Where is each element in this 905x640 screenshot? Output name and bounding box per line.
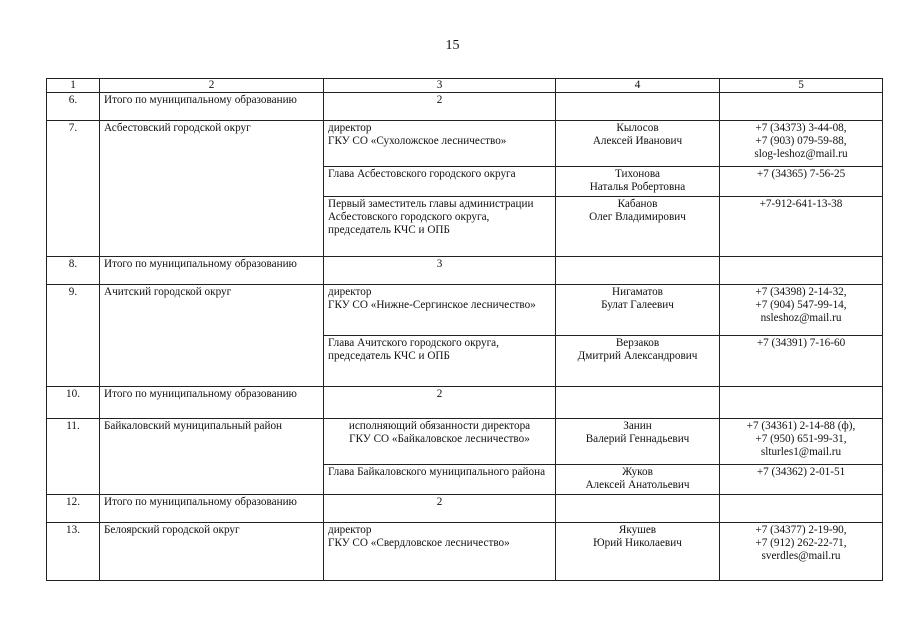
territory-cell: Итого по муниципальному образованию xyxy=(100,257,324,285)
table-row xyxy=(47,523,883,581)
contacts-table xyxy=(46,78,883,581)
table-header-row xyxy=(47,79,883,93)
header-col-2: 2 xyxy=(100,79,324,93)
row-number-cell: 10. xyxy=(47,387,100,419)
position-cell: директор ГКУ СО «Сухоложское лесничество» xyxy=(324,121,556,167)
table-row xyxy=(47,419,883,465)
contacts-cell xyxy=(720,93,883,121)
table-row xyxy=(47,257,883,285)
contacts-cell: +7 (34377) 2-19-90, +7 (912) 262-22-71, sverdles@mail.ru xyxy=(720,523,883,581)
position-cell: директор ГКУ СО «Свердловское лесничество» xyxy=(324,523,556,581)
territory-cell: Байкаловский муниципальный район xyxy=(100,419,324,495)
row-number-cell: 11. xyxy=(47,419,100,495)
person-cell: Жуков Алексей Анатольевич xyxy=(556,465,720,495)
header-col-1: 1 xyxy=(47,79,100,93)
contacts-cell xyxy=(720,495,883,523)
contacts-cell xyxy=(720,387,883,419)
position-cell: исполняющий обязанности директора ГКУ СО «Байкаловское лесничество» xyxy=(324,419,556,465)
person-cell: Тихонова Наталья Робертовна xyxy=(556,167,720,197)
position-cell: Первый заместитель главы администрации Асбестовского городского округа, председатель КЧС и ОПБ xyxy=(324,197,556,257)
person-cell: Кылосов Алексей Иванович xyxy=(556,121,720,167)
territory-cell: Белоярский городской округ xyxy=(100,523,324,581)
person-cell: Нигаматов Булат Галеевич xyxy=(556,285,720,336)
header-col-3: 3 xyxy=(324,79,556,93)
person-cell: Занин Валерий Геннадьевич xyxy=(556,419,720,465)
territory-cell: Итого по муниципальному образованию xyxy=(100,387,324,419)
person-cell xyxy=(556,495,720,523)
contacts-cell: +7 (34361) 2-14-88 (ф), +7 (950) 651-99-31, slturles1@mail.ru xyxy=(720,419,883,465)
header-col-5: 5 xyxy=(720,79,883,93)
page-number: 15 xyxy=(445,38,460,53)
table-body xyxy=(47,93,883,581)
territory-cell: Итого по муниципальному образованию xyxy=(100,93,324,121)
person-cell: Якушев Юрий Николаевич xyxy=(556,523,720,581)
position-cell: Глава Ачитского городского округа, председатель КЧС и ОПБ xyxy=(324,336,556,387)
person-cell xyxy=(556,93,720,121)
table-row xyxy=(47,93,883,121)
contacts-cell: +7 (34365) 7-56-25 xyxy=(720,167,883,197)
territory-cell: Итого по муниципальному образованию xyxy=(100,495,324,523)
person-cell: Верзаков Дмитрий Александрович xyxy=(556,336,720,387)
row-number-cell: 6. xyxy=(47,93,100,121)
header-col-4: 4 xyxy=(556,79,720,93)
contacts-cell: +7 (34391) 7-16-60 xyxy=(720,336,883,387)
table-row xyxy=(47,285,883,336)
person-cell xyxy=(556,257,720,285)
position-cell: Глава Асбестовского городского округа xyxy=(324,167,556,197)
contacts-cell: +7 (34373) 3-44-08, +7 (903) 079-59-88, slog-leshoz@mail.ru xyxy=(720,121,883,167)
territory-cell: Ачитский городской округ xyxy=(100,285,324,387)
row-number-cell: 12. xyxy=(47,495,100,523)
person-cell: Кабанов Олег Владимирович xyxy=(556,197,720,257)
table-row xyxy=(47,121,883,167)
territory-cell: Асбестовский городской округ xyxy=(100,121,324,257)
position-cell: 2 xyxy=(324,387,556,419)
row-number-cell: 13. xyxy=(47,523,100,581)
person-cell xyxy=(556,387,720,419)
position-cell: 3 xyxy=(324,257,556,285)
position-cell: 2 xyxy=(324,93,556,121)
position-cell: Глава Байкаловского муниципального района xyxy=(324,465,556,495)
row-number-cell: 8. xyxy=(47,257,100,285)
position-cell: 2 xyxy=(324,495,556,523)
table-row xyxy=(47,387,883,419)
row-number-cell: 9. xyxy=(47,285,100,387)
row-number-cell: 7. xyxy=(47,121,100,257)
contacts-cell xyxy=(720,257,883,285)
position-cell: директор ГКУ СО «Нижне-Сергинское лесничество» xyxy=(324,285,556,336)
contacts-cell: +7 (34362) 2-01-51 xyxy=(720,465,883,495)
contacts-cell: +7 (34398) 2-14-32, +7 (904) 547-99-14, nsleshoz@mail.ru xyxy=(720,285,883,336)
contacts-cell: +7-912-641-13-38 xyxy=(720,197,883,257)
table-row xyxy=(47,495,883,523)
